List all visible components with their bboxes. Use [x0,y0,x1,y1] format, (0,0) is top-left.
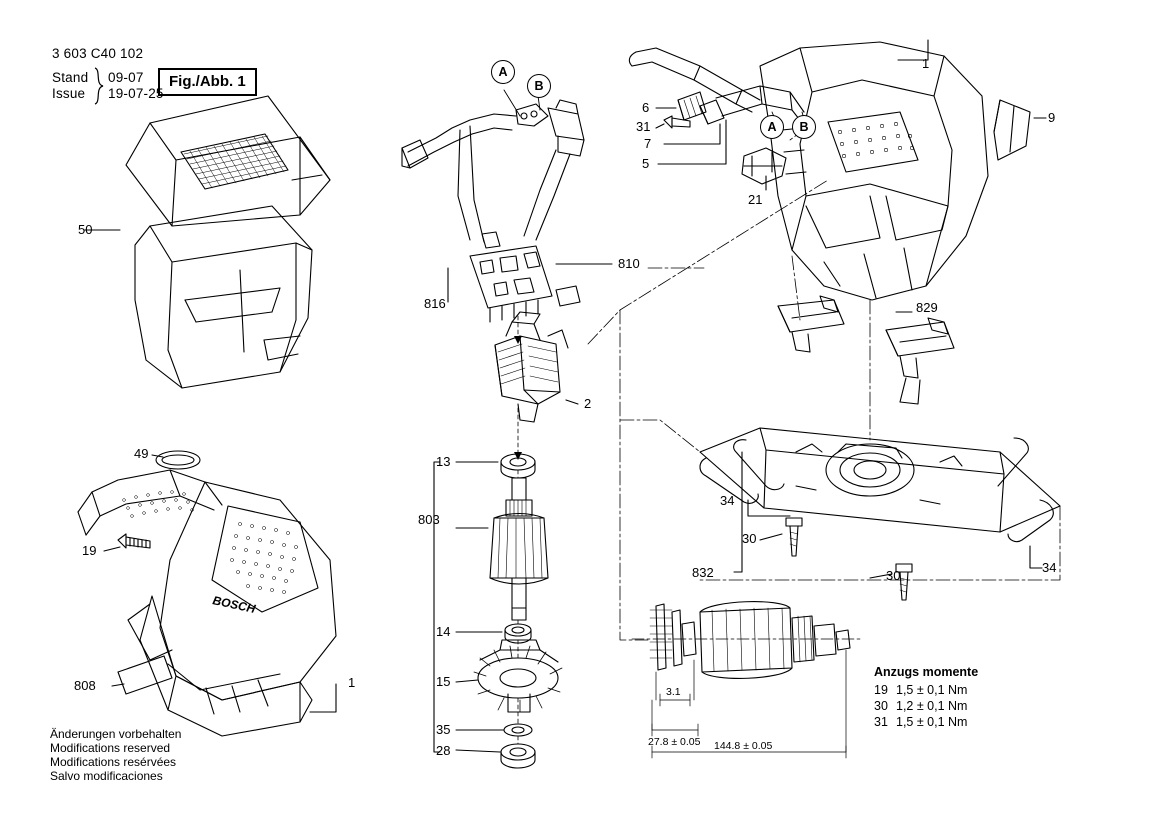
torque-value: 1,5 ± 0,1 Nm [896,683,968,697]
leader-832 [734,452,742,572]
callout-34-left: 34 [720,493,735,508]
callout-9: 9 [1048,110,1056,125]
group-bracket-803 [434,462,440,752]
callout-808: 808 [74,678,96,693]
callout-6: 6 [642,100,650,115]
stand-label: Stand [52,70,89,85]
leader-15 [456,680,478,682]
screw-19 [118,534,150,548]
o-ring-49 [156,451,200,469]
callout-35: 35 [436,722,451,737]
callout-1-top: 1 [922,56,930,71]
leader-31 [656,124,664,128]
base-plate-832 [700,428,1060,542]
leader-30-a [760,534,782,540]
torque-value: 1,2 ± 0,1 Nm [896,699,968,713]
leader-5 [658,120,726,164]
marker-b-right: B [792,115,816,139]
callout-50: 50 [78,222,93,237]
callout-816: 816 [424,296,446,311]
callout-19: 19 [82,543,97,558]
tool-brand-logo: BOSCH [211,593,257,616]
callout-5: 5 [642,156,650,171]
part-number: 3 603 C40 102 [52,46,144,61]
leader-34-right [1030,546,1042,568]
sanding-sheet-808 [118,656,172,694]
wiring-harness-816 [402,80,636,322]
leader-1-left [310,684,336,712]
issue-label: Issue [52,86,86,101]
dimension-3-1: 3.1 [666,686,681,698]
footer-line-2: Modifications reserved [50,741,171,755]
callout-21: 21 [748,192,763,207]
housing-shell-1 [760,42,988,300]
figure-label: Fig./Abb. 1 [158,68,257,96]
callout-7: 7 [644,136,652,151]
dimension-144-8: 144.8 ± 0.05 [714,740,773,752]
callout-30-a: 30 [742,531,757,546]
callout-810: 810 [618,256,640,271]
footer-line-4: Salvo modificaciones [50,769,163,783]
washer-35 [504,724,532,736]
torque-item: 19 [874,683,888,697]
stator-2 [495,312,568,422]
marker-b-top: B [527,74,551,98]
dust-box-body [135,206,312,388]
callout-31: 31 [636,119,651,134]
footer-line-1: Änderungen vorbehalten [50,727,182,741]
callout-1-left: 1 [348,675,356,690]
callout-30-b: 30 [886,568,901,583]
torque-value: 1,5 ± 0,1 Nm [896,715,968,729]
callout-49: 49 [134,446,149,461]
callout-832: 832 [692,565,714,580]
callout-15: 15 [436,674,451,689]
callout-28: 28 [436,743,451,758]
armature-803 [490,478,548,620]
callout-829: 829 [916,300,938,315]
torque-item: 30 [874,699,888,713]
screw-30-a [786,518,802,556]
callout-13: 13 [436,454,451,469]
leader-2 [566,400,578,404]
leader-19 [104,547,120,551]
reference-lines [588,128,1060,640]
marker-a-right: A [760,115,784,139]
torque-title: Anzugs momente [874,665,979,679]
leader-28 [456,750,500,752]
torque-item: 31 [874,715,888,729]
callout-34-right: 34 [1042,560,1057,575]
marker-a-top: A [491,60,515,84]
dimension-27-8: 27.8 ± 0.05 [648,736,701,748]
callout-803: 803 [418,512,440,527]
footer-line-3: Modifications resérvées [50,755,177,769]
callout-2: 2 [584,396,592,411]
sander-assembly [78,470,336,736]
bearing-28 [501,744,535,768]
adapter-9 [994,100,1030,160]
armature-dimension-view [632,602,862,758]
callout-14: 14 [436,624,451,639]
issue-date: 19-07-25 [108,86,164,101]
dust-box-lid [126,96,330,226]
stand-date: 09-07 [108,70,144,85]
